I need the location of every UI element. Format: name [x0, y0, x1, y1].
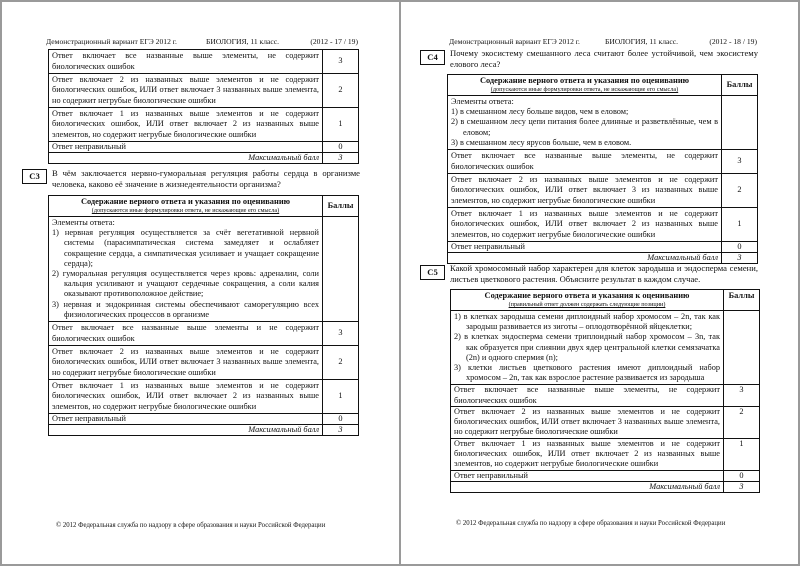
- criterion-score: 3: [724, 385, 760, 406]
- elements-label: Элементы ответа:: [52, 218, 115, 227]
- table-header-row: [49, 196, 359, 217]
- criterion-text: Ответ включает 1 из названных выше элементов и не содержит биологических ошибок, ИЛИ ответ включает 2 из названных выше элементов, но содержит негрубые биологические ошибки: [448, 208, 722, 242]
- copyright-footer: © 2012 Федеральная служба по надзору в сфере образования и науки Российской Федерации: [56, 522, 326, 529]
- criterion-text: Ответ включает 1 из названных выше элементов и не содержит биологических ошибок, ИЛИ ответ включает 2 из названных выше элементов, но содержит негрубые биологические ошибки: [49, 380, 323, 414]
- criterion-score: 0: [323, 414, 359, 425]
- header-subtitle: (допускаются иные формулировки ответа, не искажающие его смысла): [91, 207, 280, 214]
- criterion-text: Ответ неправильный: [451, 470, 724, 481]
- list-item: 1) в клетках зародыша семени диплоидный набор хромосом – 2n, так как зародыш развивается из зиготы – оплодотворённой яйцеклетки;: [454, 312, 720, 332]
- criterion-score: 2: [724, 406, 760, 438]
- header-content: [49, 196, 323, 217]
- max-score-label: Максимальный балл: [49, 425, 323, 436]
- max-score-label: Максимальный балл: [448, 253, 722, 264]
- question-label-c4: C4: [420, 50, 445, 65]
- c5-rubric: [450, 289, 760, 493]
- criterion-text: Ответ включает 1 из названных выше элементов и не содержит биологических ошибок, ИЛИ ответ включает 2 из названных выше элементов, но содержит негрубые биологические ошибки: [49, 108, 323, 142]
- table-row: [451, 406, 760, 438]
- criterion-score: 0: [722, 242, 758, 253]
- header-subtitle: (правильный ответ должен содержать следующие позиции): [508, 301, 666, 308]
- elements-row: [451, 311, 760, 385]
- criterion-text: Ответ включает 2 из названных выше элементов и не содержит биологических ошибок, ИЛИ ответ включает 3 названных выше элемента, но содержит негрубые биологические ошибки: [49, 346, 323, 380]
- table-row: [49, 74, 359, 108]
- elements-label: Элементы ответа:: [451, 97, 514, 106]
- c2-rubric-continued: [48, 49, 359, 164]
- header-content: [448, 75, 722, 96]
- question-text-c5: Какой хромосомный набор характерен для клеток зародыша и эндосперма семени, листьев цветкового растения. Объясните результат в каждом случае.: [450, 263, 758, 284]
- table-row: [49, 380, 359, 414]
- header-center: БИОЛОГИЯ, 11 класс.: [605, 37, 679, 46]
- header-score: Баллы: [323, 196, 359, 217]
- criterion-text: Ответ включает все названные выше элементы, не содержит биологических ошибок: [49, 50, 323, 74]
- question-label-c3: C3: [22, 169, 47, 184]
- max-score-row: [49, 425, 359, 436]
- table-header-row: [451, 290, 760, 311]
- header-title: Содержание верного ответа и указания по оцениванию: [80, 197, 291, 206]
- page-17: [2, 2, 399, 564]
- copyright-footer: © 2012 Федеральная служба по надзору в сфере образования и науки Российской Федерации: [456, 520, 726, 527]
- header-subtitle: (допускаются иные формулировки ответа, не искажающие его смысла): [490, 86, 679, 93]
- table-row: [448, 174, 758, 208]
- question-text-c3: В чём заключается нервно-гуморальная регуляция работы сердца в организме человека, каково её значение в жизнедеятельности организма?: [52, 168, 360, 189]
- criterion-text: Ответ включает 2 из названных выше элементов и не содержит биологических ошибок, ИЛИ ответ включает 3 названных выше элемента, но содержит негрубые биологические ошибки: [451, 406, 724, 438]
- criterion-text: Ответ включает 2 из названных выше элементов и не содержит биологических ошибок, ИЛИ ответ включает 3 из названных выше элементов, но содержит негрубые биологические ошибки: [448, 174, 722, 208]
- criterion-text: Ответ включает 2 из названных выше элементов и не содержит биологических ошибок, ИЛИ ответ включает 3 названных выше элемента, но содержит негрубые биологические ошибки: [49, 74, 323, 108]
- elements-list: [52, 228, 319, 320]
- table-row: [49, 322, 359, 346]
- header-center: БИОЛОГИЯ, 11 класс.: [206, 37, 280, 46]
- answer-elements: [448, 96, 722, 150]
- header-score: Баллы: [724, 290, 760, 311]
- c3-rubric: [48, 195, 359, 436]
- max-score-row: [451, 482, 760, 493]
- elements-row: [448, 96, 758, 150]
- table-row: [451, 470, 760, 481]
- list-item: 2) в клетках эндосперма семени триплоидный набор хромосом – 3n, так как образуется при слиянии двух ядер центральной клетки семязачатка (2n) и одного спермия (n);: [454, 332, 720, 362]
- elements-list: [451, 107, 718, 148]
- max-score-value: 3: [724, 482, 760, 493]
- criterion-text: Ответ включает все названные выше элементы, не содержит биологических ошибок: [451, 385, 724, 406]
- answer-elements: [49, 217, 323, 322]
- table-row: [49, 346, 359, 380]
- header-title: Содержание верного ответа и указания к оцениванию: [484, 291, 690, 300]
- list-item: 1) в смешанном лесу больше видов, чем в еловом;: [451, 107, 629, 117]
- header-title: Содержание верного ответа и указания по оцениванию: [479, 76, 690, 85]
- max-score-label: Максимальный балл: [49, 153, 323, 164]
- header-right: (2012 - 17 / 19): [310, 37, 358, 46]
- criterion-score: 1: [724, 438, 760, 470]
- header-score: Баллы: [722, 75, 758, 96]
- list-item: 3) клетки листьев цветкового растения имеют диплоидный набор хромосом – 2n, так как взрослое растение развивается из зародыша: [454, 363, 720, 383]
- question-label-c5: C5: [420, 265, 445, 280]
- criterion-score: 1: [323, 108, 359, 142]
- max-score-value: 3: [323, 425, 359, 436]
- criterion-score: 3: [323, 322, 359, 346]
- list-item: 3) нервная и эндокринная системы обеспечивают саморегуляцию всех физиологических процессов в организме: [52, 299, 319, 319]
- header-left: Демонстрационный вариант ЕГЭ 2012 г.: [449, 37, 580, 46]
- criterion-text: Ответ неправильный: [49, 414, 323, 425]
- list-item: 2) в смешанном лесу цепи питания более длинные и разветвлённые, чем в еловом;: [451, 117, 718, 137]
- list-item: 1) нервная регуляция осуществляется за счёт вегетативной нервной системы (парасимпатическая система замедляет и ослабляет сокращение сердца, а симпатическая усиливает и учащает сокращение сердца);: [52, 228, 319, 268]
- max-score-label: Максимальный балл: [451, 482, 724, 493]
- criterion-text: Ответ включает 1 из названных выше элементов и не содержит биологических ошибок, ИЛИ ответ включает 2 из названных выше элементов, но содержит негрубые биологические ошибки: [451, 438, 724, 470]
- list-item: 3) в смешанном лесу ярусов больше, чем в еловом.: [451, 137, 632, 147]
- table-header-row: [448, 75, 758, 96]
- table-row: [448, 150, 758, 174]
- criterion-score: 0: [724, 470, 760, 481]
- c4-rubric: [447, 74, 758, 264]
- elements-row: [49, 217, 359, 322]
- criterion-score: 3: [722, 150, 758, 174]
- criterion-text: Ответ включает все названные выше элементы, не содержит биологических ошибок: [448, 150, 722, 174]
- table-row: [49, 142, 359, 153]
- table-row: [49, 414, 359, 425]
- empty-score-cell: [724, 311, 760, 385]
- page-18: [401, 2, 798, 564]
- list-item: 2) гуморальная регуляция осуществляется через кровь: адреналин, соли кальция усиливают и учащают сердечные сокращения, а соли калия оказывают противоположное действие;: [52, 269, 319, 299]
- empty-score-cell: [323, 217, 359, 322]
- criterion-score: 2: [323, 74, 359, 108]
- header-right: (2012 - 18 / 19): [709, 37, 757, 46]
- criterion-score: 0: [323, 142, 359, 153]
- header-left: Демонстрационный вариант ЕГЭ 2012 г.: [46, 37, 177, 46]
- max-score-row: [49, 153, 359, 164]
- criterion-text: Ответ включает все названные выше элементы и не содержит биологических ошибок: [49, 322, 323, 346]
- max-score-value: 3: [323, 153, 359, 164]
- max-score-value: 3: [722, 253, 758, 264]
- empty-score-cell: [722, 96, 758, 150]
- criterion-score: 2: [722, 174, 758, 208]
- criterion-text: Ответ неправильный: [448, 242, 722, 253]
- criterion-score: 3: [323, 50, 359, 74]
- table-row: [49, 50, 359, 74]
- answer-elements: [451, 311, 724, 385]
- table-row: [448, 242, 758, 253]
- criterion-score: 2: [323, 346, 359, 380]
- table-row: [448, 208, 758, 242]
- header-content: [451, 290, 724, 311]
- criterion-text: Ответ неправильный: [49, 142, 323, 153]
- table-row: [451, 438, 760, 470]
- criterion-score: 1: [722, 208, 758, 242]
- criterion-score: 1: [323, 380, 359, 414]
- table-row: [49, 108, 359, 142]
- question-text-c4: Почему экосистему смешанного леса считают более устойчивой, чем экосистему елового леса?: [450, 48, 758, 69]
- elements-list: [454, 312, 720, 383]
- table-row: [451, 385, 760, 406]
